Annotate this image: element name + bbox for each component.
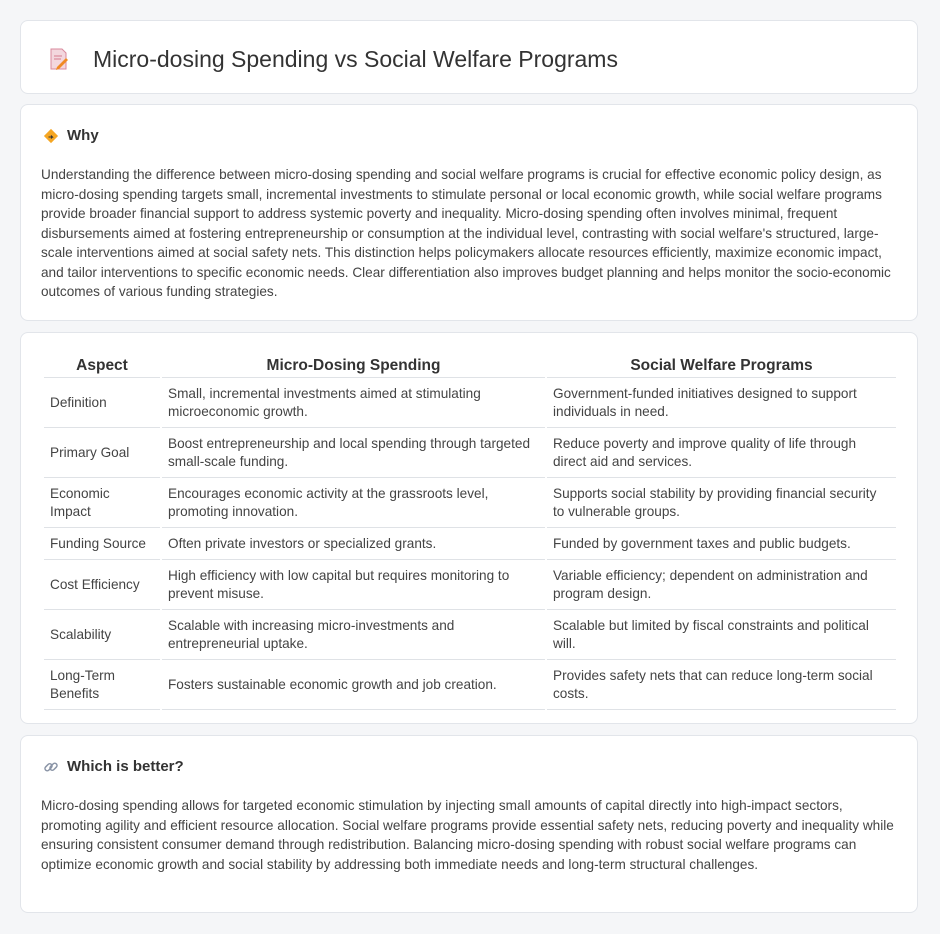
- micro-cell: Small, incremental investments aimed at stimulating microeconomic growth.: [162, 378, 545, 428]
- micro-cell: High efficiency with low capital but requires monitoring to prevent misuse.: [162, 560, 545, 610]
- welfare-cell: Scalable but limited by fiscal constraints and political will.: [547, 610, 896, 660]
- aspect-cell: Cost Efficiency: [44, 560, 160, 610]
- micro-cell: Fosters sustainable economic growth and job creation.: [162, 660, 545, 710]
- table-row: [44, 660, 896, 710]
- comparison-table-card: [20, 332, 918, 724]
- welfare-cell: Variable efficiency; dependent on administration and program design.: [547, 560, 896, 610]
- micro-cell: Scalable with increasing micro-investments and entrepreneurial uptake.: [162, 610, 545, 660]
- welfare-cell: Reduce poverty and improve quality of life through direct aid and services.: [547, 428, 896, 478]
- header-aspect: Aspect: [44, 353, 160, 378]
- header-social-welfare: Social Welfare Programs: [547, 353, 896, 378]
- aspect-cell: Definition: [44, 378, 160, 428]
- link-icon: [43, 759, 59, 775]
- why-title: Why: [67, 127, 99, 144]
- better-body: Micro-dosing spending allows for targeted economic stimulation by injecting small amounts of capital directly into high-impact sectors, promoting agility and efficient resource allocation. Social welfare programs provide essential safety nets, reducing poverty and inequality while ensuring consistent consumer demand through redistribution. Balancing micro-dosing spending with robust social welfare programs can optimize economic growth and social stability by addressing both immediate needs and long-term structural challenges.: [41, 798, 894, 872]
- micro-cell: Encourages economic activity at the grassroots level, promoting innovation.: [162, 478, 545, 528]
- aspect-cell: Long-Term Benefits: [44, 660, 160, 710]
- welfare-cell: Supports social stability by providing financial security to vulnerable groups.: [547, 478, 896, 528]
- aspect-cell: Primary Goal: [44, 428, 160, 478]
- document-pen-icon: [47, 47, 71, 71]
- aspect-cell: Funding Source: [44, 528, 160, 560]
- diamond-sign-icon: [43, 128, 59, 144]
- table-row: [44, 528, 896, 560]
- welfare-cell: Government-funded initiatives designed to support individuals in need.: [547, 378, 896, 428]
- header-micro-dosing: Micro-Dosing Spending: [162, 353, 545, 378]
- why-body: Understanding the difference between micro-dosing spending and social welfare programs is crucial for effective economic policy design, as micro-dosing spending targets small, incremental investments to stimulate personal or local economic growth, while social welfare programs provide broader financial support to address systemic poverty and inequality. Micro-dosing spending often involves minimal, frequent disbursements aimed at fostering entrepreneurship or consumption at the individual level, contrasting with social welfare's structured, large-scale interventions aimed at social safety nets. This distinction helps policymakers allocate resources efficiently, maximize economic impact, and tailor interventions to specific economic needs. Clear differentiation also improves budget planning and helps monitor the socio-economic outcomes of various funding strategies.: [41, 167, 891, 299]
- micro-cell: Often private investors or specialized grants.: [162, 528, 545, 560]
- welfare-cell: Funded by government taxes and public budgets.: [547, 528, 896, 560]
- which-is-better-section: [20, 735, 918, 913]
- table-header-row: [44, 353, 896, 378]
- table-row: [44, 560, 896, 610]
- header-card: [20, 20, 918, 94]
- why-section: [20, 104, 918, 321]
- table-row: [44, 378, 896, 428]
- micro-cell: Boost entrepreneurship and local spending through targeted small-scale funding.: [162, 428, 545, 478]
- better-title: Which is better?: [67, 758, 184, 775]
- table-row: [44, 478, 896, 528]
- table-row: [44, 428, 896, 478]
- aspect-cell: Scalability: [44, 610, 160, 660]
- table-row: [44, 610, 896, 660]
- page-title: Micro-dosing Spending vs Social Welfare Programs: [93, 46, 618, 72]
- aspect-cell: Economic Impact: [44, 478, 160, 528]
- welfare-cell: Provides safety nets that can reduce long-term social costs.: [547, 660, 896, 710]
- comparison-table: [42, 353, 898, 710]
